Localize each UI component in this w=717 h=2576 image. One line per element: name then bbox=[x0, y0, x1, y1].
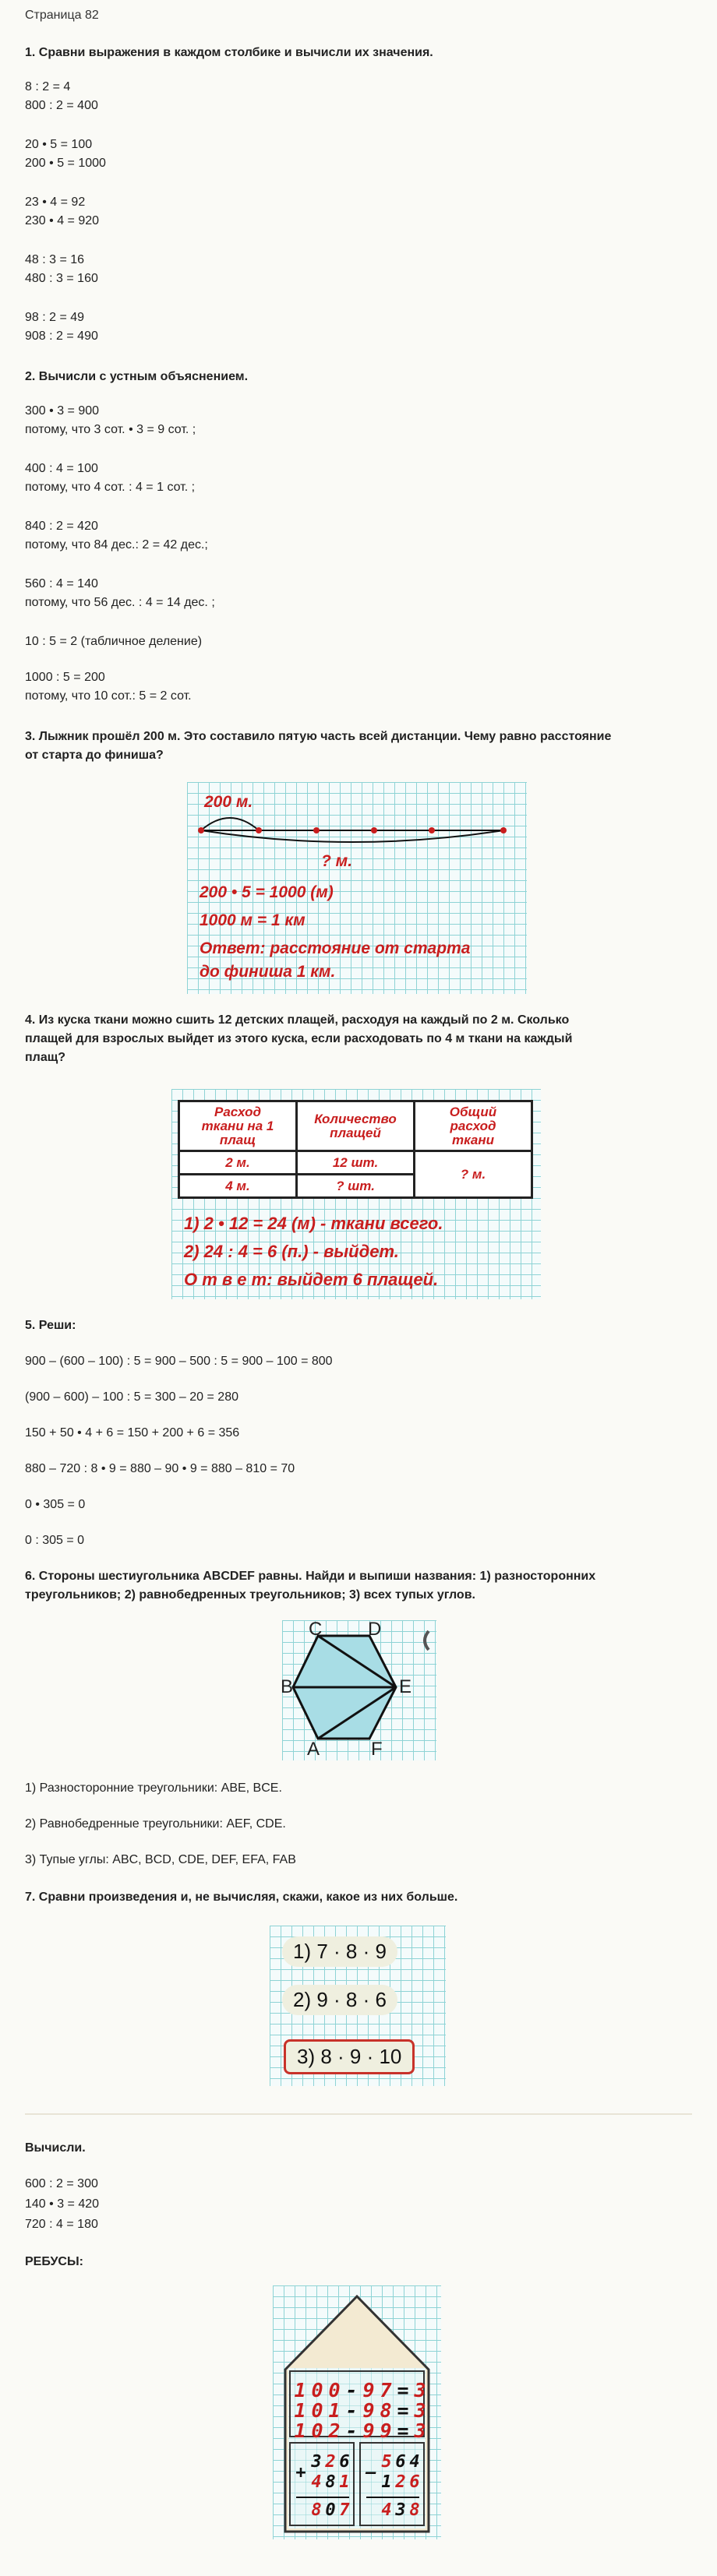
vertex-label: A bbox=[307, 1739, 320, 1760]
task7-title: 7. Сравни произведения и, не вычисляя, скажи, какое из них больше. bbox=[25, 1891, 458, 1904]
task5-line: 880 – 720 : 8 • 9 = 880 – 90 • 9 = 880 – 810 = 70 bbox=[25, 1462, 295, 1475]
task3-title: 3. Лыжник прошёл 200 м. Это составило пятую часть всей дистанции. Чему равно расстояние bbox=[25, 730, 612, 743]
task2-line: потому, что 3 сот. • 3 = 9 сот. ; bbox=[25, 423, 196, 436]
extra-title: Вычисли. bbox=[25, 2141, 86, 2155]
task1-line: 8 : 2 = 4 bbox=[25, 80, 71, 93]
table-cell: 4 м. bbox=[179, 1175, 297, 1198]
table-header: Общий расход ткани bbox=[415, 1101, 532, 1151]
product-card: 1) 7 · 8 · 9 bbox=[282, 1936, 397, 1967]
table-cell: 12 шт. bbox=[297, 1151, 415, 1175]
task2-line: 560 : 4 = 140 bbox=[25, 577, 98, 590]
task5-title: 5. Реши: bbox=[25, 1319, 76, 1332]
task2-title: 2. Вычисли с устным объяснением. bbox=[25, 370, 249, 383]
rebus-image: 1 0 0 - 9 7 = 3 1 0 1 - 9 8 = 3 1 0 2 - 9 9 = 3 + 3 2 6 4 8 1 8 0 7 – 5 6 4 1 2 6 4 3 8 bbox=[273, 2285, 441, 2539]
task4-title-cont: плащей для взрослых выйдет из этого куска, если расходовать по 4 м ткани на каждый bbox=[25, 1032, 573, 1045]
solution-line: 200 • 5 = 1000 (м) bbox=[200, 883, 334, 901]
table-header: Расход ткани на 1 плащ bbox=[179, 1101, 297, 1151]
task6-answer: 1) Разносторонние треугольники: ABE, BCE. bbox=[25, 1781, 282, 1795]
segment-diagram bbox=[187, 782, 527, 844]
answer-line: Ответ: расстояние от старта bbox=[200, 939, 471, 957]
product-card: 2) 9 · 8 · 6 bbox=[282, 1985, 397, 2015]
task5-line: 150 + 50 • 4 + 6 = 150 + 200 + 6 = 356 bbox=[25, 1426, 240, 1440]
table-cell: ? шт. bbox=[297, 1175, 415, 1198]
segment-label: 200 м. bbox=[204, 793, 253, 811]
answer-line: О т в е т: выйдет 6 плащей. bbox=[184, 1270, 439, 1289]
task1-line: 908 : 2 = 490 bbox=[25, 329, 98, 343]
total-label: ? м. bbox=[321, 852, 353, 870]
task1-line: 480 : 3 = 160 bbox=[25, 272, 98, 285]
hexagon-figure bbox=[282, 1620, 436, 1760]
vertex-label: B bbox=[281, 1676, 294, 1697]
task2-line: 1000 : 5 = 200 bbox=[25, 671, 105, 684]
task6-title: 6. Стороны шестиугольника ABCDEF равны. Найди и выпиши названия: 1) разносторонних bbox=[25, 1570, 596, 1583]
rebus-title: РЕБУСЫ: bbox=[25, 2255, 83, 2268]
answer-line: до финиша 1 км. bbox=[200, 963, 336, 981]
vertex-label: F bbox=[371, 1739, 383, 1760]
task1-line: 230 • 4 = 920 bbox=[25, 214, 100, 227]
task2-line: потому, что 56 дес. : 4 = 14 дес. ; bbox=[25, 596, 215, 609]
extra-line: 720 : 4 = 180 bbox=[25, 2218, 98, 2231]
task3-title-cont: от старта до финиша? bbox=[25, 749, 164, 762]
task5-line: 0 : 305 = 0 bbox=[25, 1534, 85, 1547]
table-cell: ? м. bbox=[415, 1151, 532, 1198]
task2-line: 10 : 5 = 2 (табличное деление) bbox=[25, 635, 203, 648]
vertex-label: D bbox=[368, 1619, 382, 1640]
rebus-row: 1 0 0 - 9 7 = 3 bbox=[294, 2379, 426, 2402]
solution-line: 2) 24 : 4 = 6 (п.) - выйдет. bbox=[184, 1242, 399, 1261]
solution-line: 1000 м = 1 км bbox=[200, 911, 306, 929]
task1-line: 48 : 3 = 16 bbox=[25, 253, 85, 266]
task2-line: потому, что 84 дес.: 2 = 42 дес.; bbox=[25, 538, 208, 551]
table-header: Количество плащей bbox=[297, 1101, 415, 1151]
task4-title: 4. Из куска ткани можно сшить 12 детских плащей, расходуя на каждый по 2 м. Сколько bbox=[25, 1013, 570, 1027]
task1-line: 98 : 2 = 49 bbox=[25, 311, 85, 324]
vertex-label: E bbox=[399, 1676, 412, 1697]
product-card-largest: 3) 8 · 9 · 10 bbox=[284, 2039, 415, 2074]
table-cell: 2 м. bbox=[179, 1151, 297, 1175]
task4-image bbox=[171, 1089, 541, 1299]
rebus-row: 1 0 1 - 9 8 = 3 bbox=[294, 2399, 426, 2422]
cloak-table bbox=[178, 1100, 533, 1199]
task1-line: 200 • 5 = 1000 bbox=[25, 157, 106, 170]
extra-line: 140 • 3 = 420 bbox=[25, 2197, 100, 2211]
task1-line: 20 • 5 = 100 bbox=[25, 138, 93, 151]
task1-line: 23 • 4 = 92 bbox=[25, 196, 86, 209]
task5-line: 0 • 305 = 0 bbox=[25, 1498, 86, 1511]
task2-line: 300 • 3 = 900 bbox=[25, 404, 100, 418]
task1-line: 800 : 2 = 400 bbox=[25, 99, 98, 112]
task6-answer: 2) Равнобедренные треугольники: AEF, CDE. bbox=[25, 1817, 286, 1831]
task4-title-cont: плащ? bbox=[25, 1051, 65, 1064]
task2-line: 840 : 2 = 420 bbox=[25, 520, 98, 533]
task2-line: потому, что 10 сот.: 5 = 2 сот. bbox=[25, 689, 192, 703]
extra-line: 600 : 2 = 300 bbox=[25, 2177, 98, 2190]
task7-image bbox=[270, 1926, 446, 2086]
task6-image bbox=[282, 1620, 436, 1760]
divider bbox=[25, 2113, 692, 2115]
task6-answer: 3) Тупые углы: ABC, BCD, CDE, DEF, EFA, FAB bbox=[25, 1853, 296, 1866]
rebus-row: 1 0 2 - 9 9 = 3 bbox=[294, 2419, 426, 2442]
task5-line: (900 – 600) – 100 : 5 = 300 – 20 = 280 bbox=[25, 1390, 238, 1404]
page-header: Страница 82 bbox=[25, 9, 99, 22]
task6-title-cont: треугольников; 2) равнобедренных треугольников; 3) всех тупых углов. bbox=[25, 1588, 475, 1602]
task2-line: потому, что 4 сот. : 4 = 1 сот. ; bbox=[25, 481, 196, 494]
task3-image bbox=[187, 782, 527, 994]
vertex-label: C bbox=[309, 1619, 323, 1640]
solution-line: 1) 2 • 12 = 24 (м) - ткани всего. bbox=[184, 1214, 443, 1233]
task1-title: 1. Сравни выражения в каждом столбике и вычисли их значения. bbox=[25, 46, 433, 59]
task5-line: 900 – (600 – 100) : 5 = 900 – 500 : 5 = 900 – 100 = 800 bbox=[25, 1355, 333, 1368]
task2-line: 400 : 4 = 100 bbox=[25, 462, 98, 475]
